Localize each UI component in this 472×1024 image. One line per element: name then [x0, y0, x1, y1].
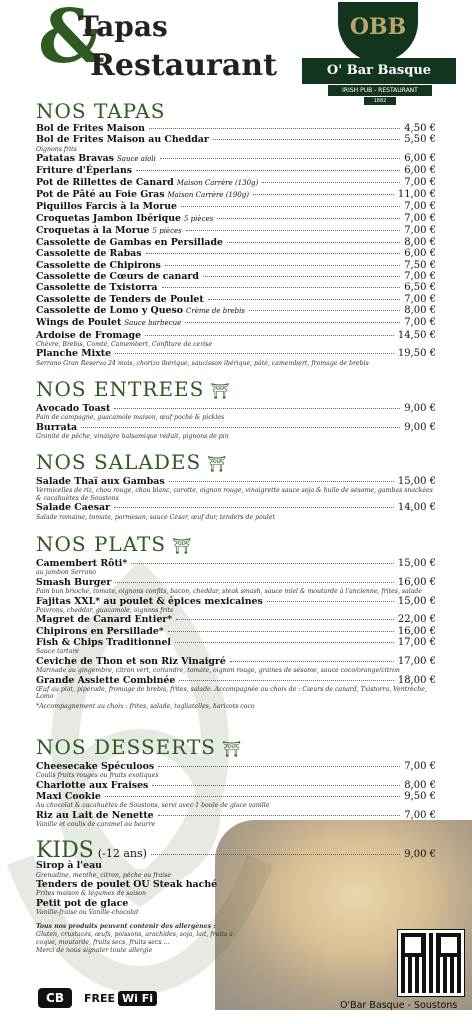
table-icon: ⛩: [172, 537, 193, 555]
footer-brand: O'Bar Basque - Soustons: [340, 1000, 458, 1011]
dot-leader: [186, 230, 400, 231]
section-kids: [36, 838, 436, 955]
wifi-icon: Wi Fi: [118, 991, 157, 1006]
menu-item: [36, 123, 436, 134]
menu-item: [36, 305, 436, 317]
item-price: 6,00 €: [404, 153, 436, 165]
menu-item: [36, 134, 436, 145]
item-price: 14,50 €: [397, 329, 436, 341]
menu-item: [36, 330, 436, 341]
item-price: 8,00 €: [404, 237, 436, 249]
dot-leader: [131, 563, 394, 564]
section-plats: [36, 532, 436, 710]
item-name: Burrata: [36, 421, 78, 433]
plats-footnote: *Accompagnement au choix : frites, salade, tagliatelles, haricots coco: [36, 702, 255, 710]
item-name: Piquillos Farcis à la Morue: [36, 201, 178, 213]
item-price: 19,50 €: [397, 348, 436, 360]
item-name: Croquetas à la Morue: [36, 224, 150, 236]
dot-leader: [179, 680, 393, 681]
item-list: [36, 558, 436, 701]
item-price: 7,00 €: [404, 212, 436, 224]
dot-leader: [168, 631, 394, 632]
menu-item: [36, 860, 436, 871]
item-name: Planche Mixte: [36, 348, 112, 360]
item-price: 9,00 €: [404, 849, 436, 860]
section-title: NOS SALADES ⛩: [36, 450, 228, 474]
menu-item: [36, 317, 436, 329]
item-note: Sauce barbecue: [124, 319, 182, 328]
menu-item: [36, 656, 436, 667]
item-price: 7,00 €: [404, 761, 436, 772]
dot-leader: [213, 139, 400, 140]
item-name: Salade Thaï aux Gambas: [36, 476, 165, 487]
dot-leader: [227, 242, 400, 243]
menu-item: [36, 225, 436, 237]
logo-monogram: OBB: [349, 14, 407, 40]
item-name: Bol de Frites Maison: [36, 123, 145, 134]
dot-leader: [175, 642, 394, 643]
item-price: 16,00 €: [397, 625, 436, 637]
dot-leader: [267, 601, 394, 602]
item-name: Ardoise de Fromage: [36, 329, 142, 341]
menu-item: [36, 260, 436, 271]
header-title-tapas: Tapas: [78, 10, 168, 43]
dot-leader: [115, 353, 394, 354]
free-wifi-badge: FREE Wi Fi: [84, 992, 157, 1005]
dot-leader: [105, 796, 400, 797]
item-description: Coulis fruits rouges ou fruits exotiques: [36, 772, 159, 780]
item-price: 8,00 €: [404, 304, 436, 316]
dot-leader: [149, 128, 400, 129]
table-icon: ⛩: [222, 740, 243, 758]
item-note: Maison Carrère (190g): [167, 190, 250, 199]
item-name: Cassolette de Chipirons: [36, 259, 161, 271]
section-title: NOS TAPAS: [36, 99, 166, 123]
item-price: 9,00 €: [404, 403, 436, 414]
item-price: 6,00 €: [404, 165, 436, 177]
item-description: Vanille et coulis de caramel au beurre: [36, 821, 156, 829]
allergen-notice: Tous nos produits peuvent contenir des allergènes : Gluten, crustacés, œufs, poissons, arachides, soja, lait, fruits à coque, moutarde, fruits secs, fruits secs ... Merci de nous signaler toute allergie: [36, 922, 233, 954]
menu-item: [36, 898, 436, 909]
item-list: [36, 403, 436, 441]
item-name: Charlotte aux Fraises: [36, 779, 149, 791]
section-desserts: [36, 735, 436, 829]
logo-name: O' Bar Basque: [302, 58, 456, 84]
item-price: 7,00 €: [404, 271, 436, 283]
dot-leader: [146, 253, 401, 254]
item-description: Granité de pêche, vinaigre balsamique réduit, pignons de pin: [36, 433, 229, 441]
dot-leader: [185, 322, 400, 323]
item-price: 9,00 €: [404, 421, 436, 433]
item-name: Friture d'Éperlans: [36, 165, 133, 177]
dot-leader: [162, 287, 401, 288]
item-name: Cassolette de Cœurs de canard: [36, 271, 199, 283]
section-title: KIDS (-12 ans): [36, 838, 147, 863]
item-note: Sauce aïoli: [116, 155, 156, 164]
item-name: Bol de Frites Maison au Cheddar: [36, 134, 209, 146]
dot-leader: [158, 815, 401, 816]
menu-item: [36, 626, 436, 637]
item-price: 14,00 €: [397, 502, 436, 514]
menu-item: [36, 675, 436, 686]
item-description: Chèvre, Brebis, Comté, Camembert, Confiture de cerise: [36, 340, 212, 348]
item-price: 8,00 €: [404, 779, 436, 791]
item-name: Camembert Rôti*: [36, 558, 128, 569]
header-ampersand: &: [38, 0, 105, 80]
menu-item: [36, 165, 436, 176]
dot-leader: [253, 194, 394, 195]
dot-leader: [208, 299, 400, 300]
item-note: Crème de brebis: [186, 306, 245, 315]
dot-leader: [152, 785, 400, 786]
dot-leader: [145, 335, 394, 336]
menu-item: [36, 201, 436, 212]
dot-leader: [203, 276, 400, 277]
item-description: Sauce tartare: [36, 648, 79, 656]
item-note: Maison Carrère (130g): [176, 178, 259, 187]
item-price: 15,00 €: [397, 595, 436, 607]
item-name: Grande Assiette Combinée: [36, 674, 176, 686]
item-price: 6,50 €: [404, 282, 436, 294]
item-name: Avocado Toast: [36, 403, 111, 414]
item-name: Wings de Poulet: [36, 317, 122, 329]
item-description: Oignons frits: [36, 145, 77, 153]
dot-leader: [81, 427, 400, 428]
table-icon: ⛩: [210, 382, 231, 400]
section-title: NOS PLATS ⛩: [36, 532, 193, 556]
item-name: Ceviche de Thon et son Riz Vinaigré: [36, 655, 226, 667]
item-list: [36, 761, 436, 829]
item-name: Cassolette de Gambas en Persillade: [36, 237, 224, 249]
qr-code[interactable]: [398, 930, 464, 996]
dot-leader: [169, 481, 394, 482]
obar-basque-logo: [300, 0, 460, 108]
menu-item: [36, 879, 436, 890]
menu-item: [36, 348, 436, 359]
item-name: Cassolette de Txistorra: [36, 282, 158, 294]
item-name: Fish & Chips Traditionnel: [36, 636, 171, 648]
item-name: Pot de Pâté au Foie Gras: [36, 188, 165, 200]
item-price: 7,00 €: [404, 809, 436, 821]
item-list: [36, 860, 436, 916]
item-description: Vermicelles de riz, chou rouge, chou blanc, carotte, oignon rouge, vinaigrette sauce soja & huile de sésame, gambas snackées & cacahuètes de Soustons: [36, 487, 433, 502]
item-name: Smash Burger: [36, 576, 112, 588]
menu-item: [36, 761, 436, 772]
item-price: 7,00 €: [404, 176, 436, 188]
item-name: Patatas Bravas: [36, 153, 114, 165]
credit-card-icon: CB: [38, 988, 72, 1008]
dot-leader: [176, 619, 394, 620]
item-price: 17,00 €: [397, 636, 436, 648]
dot-leader: [158, 766, 400, 767]
item-price: 17,00 €: [397, 655, 436, 667]
menu-item: [36, 476, 436, 487]
menu-item: [36, 213, 436, 225]
menu-item: [36, 189, 436, 201]
dot-leader: [165, 265, 400, 266]
section-tapas: [36, 99, 436, 367]
menu-item: [36, 237, 436, 248]
item-price: 9,50 €: [404, 791, 436, 803]
item-description: Pain de campagne, guacamole maison, œuf poché & pickles: [36, 414, 225, 422]
menu-item: [36, 422, 436, 433]
item-price: 16,00 €: [397, 576, 436, 588]
item-description: Salade romaine, tomate, parmesan, sauce César, œuf dur, tenders de poulet: [36, 513, 275, 521]
kids-header: [36, 838, 436, 863]
menu-item: [36, 596, 436, 607]
item-list: [36, 476, 436, 521]
item-price: 11,00 €: [397, 188, 436, 200]
menu-item: [36, 271, 436, 282]
item-price: 5,50 €: [404, 134, 436, 146]
item-name: Cassolette de Lomo y Queso: [36, 304, 184, 316]
menu-item: [36, 558, 436, 569]
dot-leader: [181, 206, 400, 207]
menu-item: [36, 780, 436, 791]
menu-item: [36, 403, 436, 414]
item-price: 6,00 €: [404, 248, 436, 260]
section-title: NOS DESSERTS ⛩: [36, 735, 243, 759]
menu-item: [36, 577, 436, 588]
item-name: Salade Caesar: [36, 502, 111, 514]
item-name: Pot de Rillettes de Canard: [36, 176, 174, 188]
item-name: Cassolette de Tenders de Poulet: [36, 293, 204, 305]
dot-leader: [115, 582, 394, 583]
item-price: 7,00 €: [404, 293, 436, 305]
item-price: 4,50 €: [404, 123, 436, 134]
table-icon: ⛩: [207, 455, 228, 473]
item-name: Petit pot de glace: [36, 897, 129, 909]
section-title: NOS ENTREES ⛩: [36, 377, 231, 401]
item-description: Serrano Gran Reserva 24 mois, chorizo ibérique, saucisson ibérique, pâté, camembert, fromage de brebis: [36, 359, 369, 367]
item-note: 5 pièces: [152, 226, 182, 235]
menu-item: [36, 791, 436, 802]
item-price: 15,00 €: [397, 558, 436, 569]
dot-leader: [136, 170, 400, 171]
item-price: 7,50 €: [404, 259, 436, 271]
menu-item: [36, 614, 436, 625]
logo-year: 1882: [364, 97, 396, 105]
menu-item: [36, 248, 436, 259]
item-description: Marinade au gingembre, citron vert, coriandre, tomate, oignon rouge, graines de sésame, sauce coco/orange/citron: [36, 667, 400, 675]
menu-item: [36, 177, 436, 189]
item-name: Riz au Lait de Nenette: [36, 809, 154, 821]
section-salades: [36, 450, 436, 521]
item-description: Au chocolat & cacahuètes de Soustons, servi avec 1 boule de glace vanille: [36, 802, 270, 810]
section-entrees: [36, 377, 436, 441]
dot-leader: [217, 218, 400, 219]
dot-leader: [230, 661, 394, 662]
menu-item: [36, 153, 436, 165]
dot-leader: [114, 408, 400, 409]
dot-leader: [249, 310, 400, 311]
dot-leader: [114, 507, 394, 508]
item-name: Fajitas XXL* au poulet & épices mexicaines: [36, 595, 263, 607]
item-description: Frites maison & légumes de saison: [36, 890, 146, 898]
item-price: 15,00 €: [397, 476, 436, 487]
menu-item: [36, 502, 436, 513]
item-description: Poivrons, cheddar, guacamole, oignons frits: [36, 606, 174, 614]
item-price: 7,00 €: [404, 317, 436, 329]
item-name: Croquetas Jambon Ibérique: [36, 212, 181, 224]
menu-item: [36, 637, 436, 648]
item-price: 7,00 €: [404, 224, 436, 236]
logo-subtitle: IRISH PUB - RESTAURANT: [328, 85, 432, 96]
item-price: 22,00 €: [397, 614, 436, 626]
item-name: Maxi Cookie: [36, 791, 101, 803]
menu-item: [36, 294, 436, 305]
item-name: Sirop à l'eau: [36, 860, 102, 872]
item-description: Œuf au plat, pipérade, fromage de brebis, frites, salade. Accompagnée au choix de : Cœurs de canard, Txistorra, Ventrèche, Lomo: [36, 685, 427, 701]
item-description: Pain bun brioché, tomate, oignons confits, bacon, cheddar, steak smash, sauce miel & moutarde à l'ancienne, frites, salade: [36, 588, 423, 596]
item-description: Grenadine, menthe, citron, pêche ou fraise: [36, 871, 172, 879]
item-name: Cheesecake Spéculoos: [36, 761, 155, 772]
item-note: 5 pièces: [184, 214, 214, 223]
item-price: 7,00 €: [404, 201, 436, 213]
item-description: Vanille-fraise ou Vanille-chocolat: [36, 909, 139, 917]
item-list: [36, 123, 436, 367]
dot-leader: [160, 158, 400, 159]
item-name: Magret de Canard Entier*: [36, 614, 173, 626]
item-price: 18,00 €: [397, 674, 436, 686]
item-name: Chipirons en Persillade*: [36, 625, 164, 637]
item-description: au jambon Serrano: [36, 569, 96, 577]
dot-leader: [262, 182, 400, 183]
header-title-restaurant: Restaurant: [90, 48, 277, 83]
item-name: Cassolette de Rabas: [36, 248, 142, 260]
menu-item: [36, 810, 436, 821]
menu-item: [36, 282, 436, 293]
item-name: Tenders de poulet OU Steak haché: [36, 879, 218, 891]
